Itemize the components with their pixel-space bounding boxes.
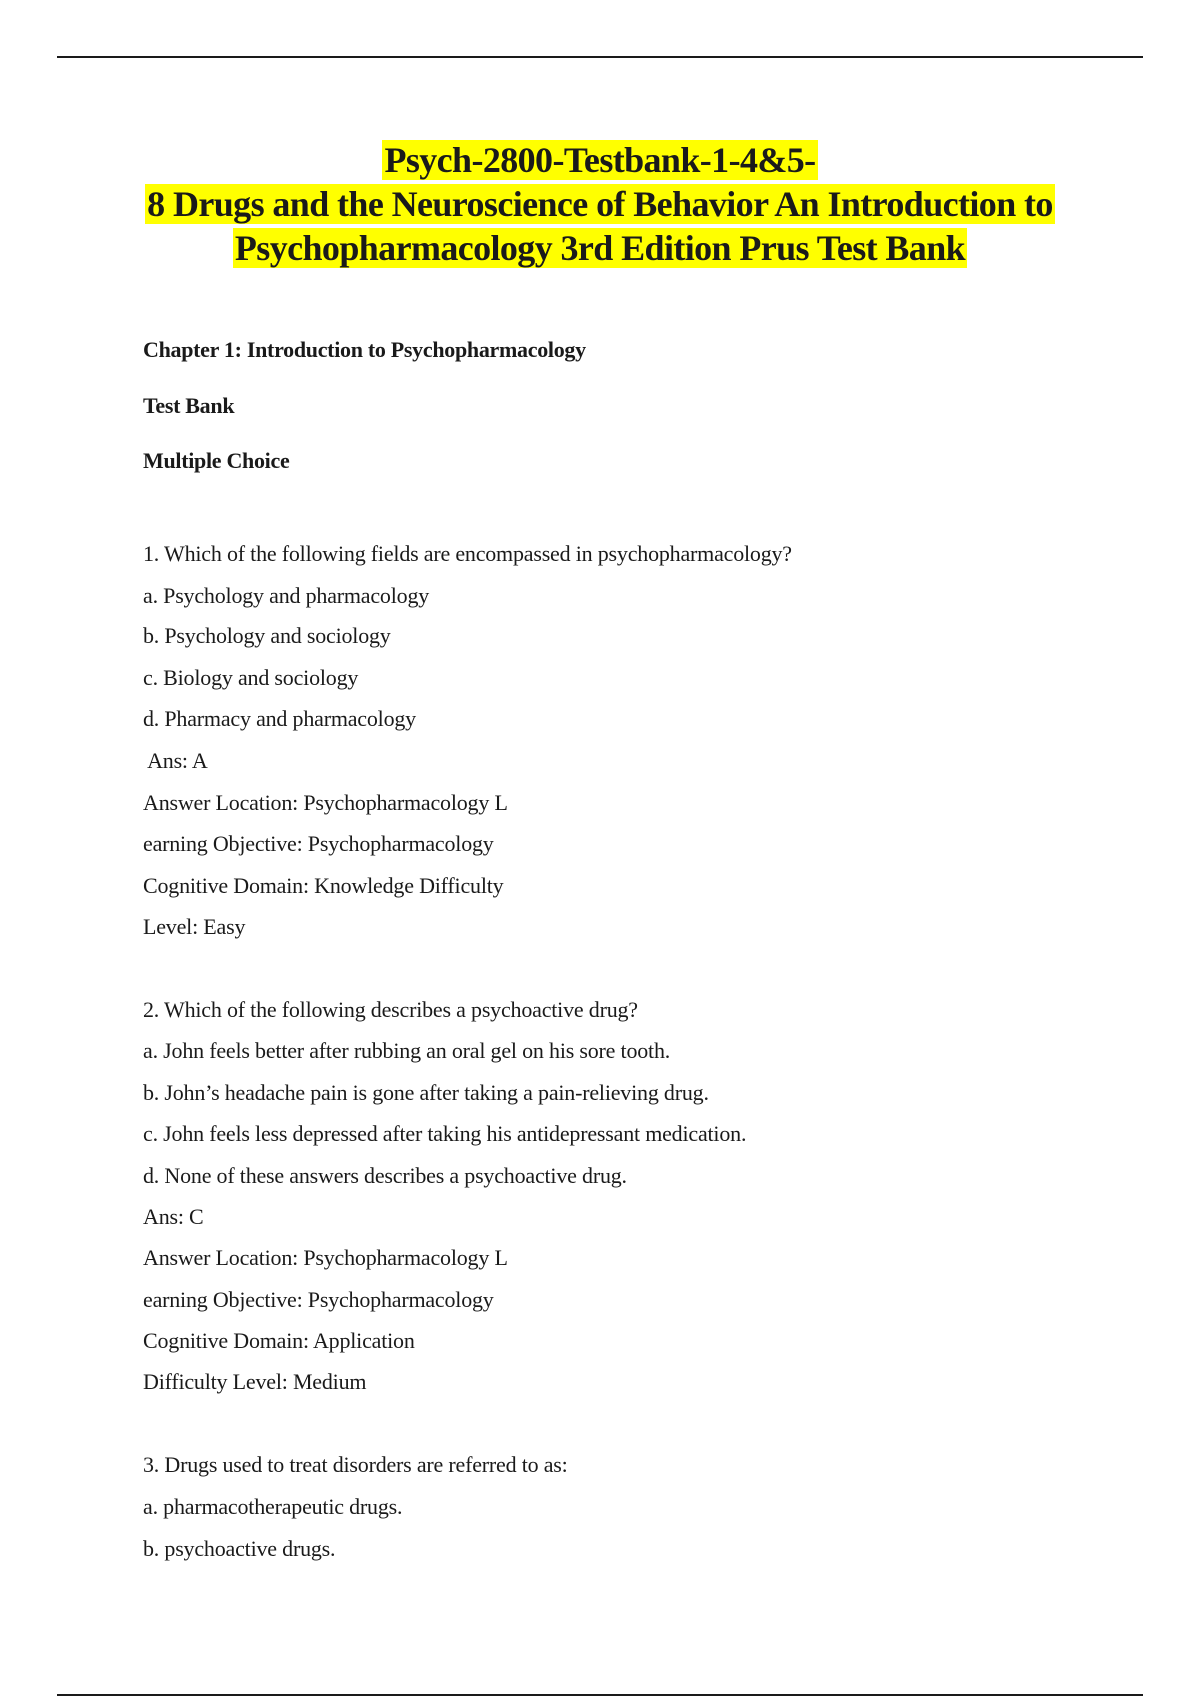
- question-1-learning-objective: earning Objective: Psychopharmacology: [143, 831, 494, 856]
- question-2-option-b: b. John’s headache pain is gone after taking a pain-relieving drug.: [143, 1080, 709, 1105]
- question-2-cognitive-domain: Cognitive Domain: Application: [143, 1328, 415, 1353]
- top-rule: [57, 56, 1143, 58]
- question-1-option-b: b. Psychology and sociology: [143, 623, 391, 648]
- question-3-text: 3. Drugs used to treat disorders are referred to as:: [143, 1452, 568, 1477]
- title-line-2: 8 Drugs and the Neuroscience of Behavior An Introduction to: [147, 184, 1053, 224]
- question-1-text: 1. Which of the following fields are encompassed in psychopharmacology?: [143, 541, 792, 566]
- title-line-3: Psychopharmacology 3rd Edition Prus Test Bank: [234, 228, 966, 268]
- document-title: [0, 138, 1200, 270]
- question-2-difficulty: Difficulty Level: Medium: [143, 1369, 367, 1394]
- question-2-answer-location: Answer Location: Psychopharmacology L: [143, 1245, 508, 1270]
- question-1-option-d: d. Pharmacy and pharmacology: [143, 706, 416, 731]
- test-bank-heading: Test Bank: [143, 393, 235, 418]
- question-1-option-c: c. Biology and sociology: [143, 665, 359, 690]
- bottom-rule: [57, 1694, 1143, 1696]
- question-1-level: Level: Easy: [143, 914, 246, 939]
- question-1-option-a: a. Psychology and pharmacology: [143, 583, 430, 608]
- question-2-option-a: a. John feels better after rubbing an oral gel on his sore tooth.: [143, 1038, 671, 1063]
- question-2-learning-objective: earning Objective: Psychopharmacology: [143, 1287, 494, 1312]
- question-2-answer: Ans: C: [143, 1204, 204, 1229]
- question-1-answer: Ans: A: [143, 748, 208, 773]
- question-1-answer-location: Answer Location: Psychopharmacology L: [143, 790, 508, 815]
- chapter-heading: Chapter 1: Introduction to Psychopharmacology: [143, 337, 586, 362]
- title-line-1: Psych-2800-Testbank-1-4&5-: [384, 140, 816, 180]
- question-3-option-b: b. psychoactive drugs.: [143, 1536, 336, 1561]
- question-2-option-c: c. John feels less depressed after taking his antidepressant medication.: [143, 1121, 747, 1146]
- question-3-option-a: a. pharmacotherapeutic drugs.: [143, 1494, 403, 1519]
- question-1-cognitive-domain: Cognitive Domain: Knowledge Difficulty: [143, 873, 504, 898]
- section-heading: Multiple Choice: [143, 448, 290, 473]
- question-2-text: 2. Which of the following describes a psychoactive drug?: [143, 997, 638, 1022]
- question-2-option-d: d. None of these answers describes a psychoactive drug.: [143, 1163, 627, 1188]
